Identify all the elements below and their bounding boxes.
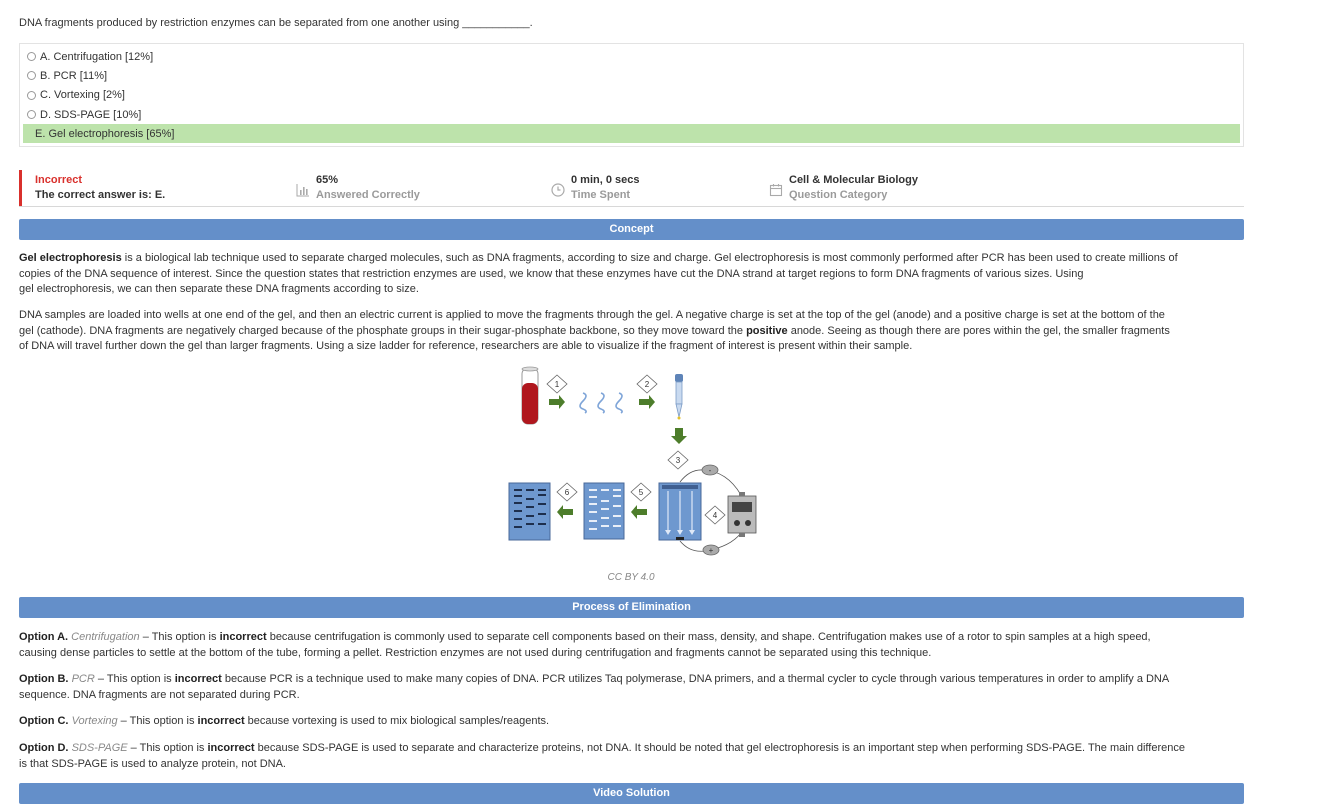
negative-electrode-icon [702, 465, 718, 475]
stat-value: Cell & Molecular Biology [789, 174, 918, 186]
arrow-left-icon [557, 505, 573, 519]
stat-label: Question Category [789, 189, 888, 201]
step-6-marker [557, 483, 577, 501]
option-a[interactable] [23, 47, 1240, 66]
radio-icon[interactable] [27, 91, 36, 100]
stat-value: 65% [316, 174, 339, 186]
stat-value: 0 min, 0 secs [571, 174, 640, 186]
text-line: because centrifugation is commonly used to separate cell components based on their mass, density, and shape. Centrifugation makes use of a rotor to spin samples at a high speed, [266, 631, 1151, 643]
option-label: A. Centrifugation [12%] [40, 50, 154, 63]
dna-fragments-icon [580, 393, 622, 413]
result-status: Incorrect [35, 174, 83, 186]
stat-time-spent [551, 174, 640, 201]
incorrect-indicator [19, 170, 22, 206]
elimination-header[interactable]: Process of Elimination [19, 597, 1244, 618]
svg-text:+: + [708, 546, 714, 555]
verdict: incorrect [174, 673, 222, 685]
text-line: because PCR is a technique used to make many copies of DNA. PCR utilizes Taq polymerase, DNA primers, and a thermal cycler to cycle through various temperatures in order to amplify a DNA [221, 673, 1170, 685]
svg-text:4: 4 [712, 511, 718, 520]
elimination-option-d [19, 741, 1244, 772]
step-2-marker [637, 375, 657, 393]
step-1-marker [547, 375, 567, 393]
radio-icon[interactable] [27, 52, 36, 61]
clock-icon [551, 183, 565, 197]
term-bold: positive [746, 324, 788, 337]
text-line: is a biological lab technique used to separate charged molecules, such as DNA fragments, according to size and charge. Gel electrophoresis is most commonly performed after PCR has been used to create millions of [121, 252, 1178, 264]
option-d[interactable] [23, 105, 1240, 124]
text-line: anode. Seeing as though there are pores within the gel, the smaller fragments [787, 324, 1170, 337]
test-tube-icon [522, 367, 538, 424]
result-summary [19, 170, 1244, 207]
figure-caption: CC BY 4.0 [607, 572, 655, 583]
text-line: sequence. DNA fragments are not separated during PCR. [19, 688, 300, 701]
text-line: because SDS-PAGE is used to separate and characterize proteins, not DNA. It should be noted that gel electrophoresis is an important step when performing SDS-PAGE. The main difference [254, 742, 1185, 754]
option-tag: Option D. [19, 742, 69, 754]
option-name: Vortexing [71, 715, 118, 727]
radio-icon[interactable] [27, 110, 36, 119]
text-line: – This option is [139, 631, 220, 643]
text-line: DNA samples are loaded into wells at one end of the gel, and then an electric current is applied to move the fragments through the gel. A negative charge is set at the top of the gel (anode) and a positive charge is set at the bottom of the [19, 309, 1165, 321]
elimination-option-b [19, 672, 1244, 703]
option-tag: Option C. [19, 715, 69, 727]
option-name: Centrifugation [71, 631, 140, 643]
elimination-option-c [19, 714, 1244, 730]
option-tag: Option B. [19, 673, 69, 685]
text-line: of DNA will travel further down the gel than larger fragments. Using a size ladder for reference, researchers are able to visualize if the fragment of interest is present within their sample. [19, 340, 913, 352]
pipette-icon [675, 374, 683, 420]
svg-text:1: 1 [554, 380, 560, 389]
text-line: is that SDS-PAGE is used to analyze protein, not DNA. [19, 757, 286, 770]
term-bold: Gel electrophoresis [19, 252, 122, 264]
text-line: copies of the DNA sequence of interest. Since the question states that restriction enzymes are used, we know that these enzymes have cut the DNA strand at target regions to form DNA fragments of various sizes. Using [19, 267, 1084, 280]
video-solution-header[interactable]: Video Solution [19, 783, 1244, 804]
verdict: incorrect [219, 631, 267, 643]
correct-answer-text: The correct answer is: E. [35, 189, 166, 201]
answer-options [19, 43, 1244, 147]
option-name: PCR [71, 673, 95, 685]
gel-box-icon [659, 483, 701, 540]
step-3-marker [668, 451, 688, 469]
option-label: B. PCR [11%] [40, 69, 108, 82]
option-tag: Option A. [19, 631, 69, 643]
option-e-correct[interactable] [23, 124, 1240, 143]
question-text: DNA fragments produced by restriction enzymes can be separated from one another using ___________. [19, 17, 533, 29]
option-b[interactable] [23, 66, 1240, 85]
text-line: gel (cathode). DNA fragments are negatively charged because of the phosphate groups in their sugar-phosphate backbone, so they move toward the [19, 324, 747, 337]
arrow-down-icon [671, 428, 687, 444]
text-line: – This option is [117, 715, 198, 727]
step-5-marker [631, 483, 651, 501]
verdict: incorrect [197, 715, 245, 727]
option-c[interactable] [23, 86, 1240, 105]
elimination-option-a [19, 630, 1244, 661]
arrow-right-icon [549, 395, 565, 409]
svg-text:2: 2 [644, 380, 650, 389]
svg-text:3: 3 [675, 456, 681, 465]
text-line: – This option is [94, 673, 175, 685]
text-line: gel electrophoresis, we can then separate these DNA fragments according to size. [19, 283, 419, 295]
verdict: incorrect [207, 742, 255, 754]
calendar-icon [769, 183, 783, 197]
concept-header[interactable]: Concept [19, 219, 1244, 240]
svg-text:6: 6 [564, 488, 570, 497]
gel-electrophoresis-diagram [505, 365, 760, 560]
stained-gel-icon [509, 483, 550, 540]
concept-paragraph-1 [19, 251, 1244, 298]
power-supply-icon [728, 492, 756, 537]
option-label: D. SDS-PAGE [10%] [40, 108, 142, 121]
option-name: SDS-PAGE [71, 742, 128, 754]
text-line: causing dense particles to settle at the bottom of the tube, forming a pellet. Restriction enzymes are not used during centrifugation and fragments cannot be separated using this technique. [19, 646, 932, 659]
stat-label: Answered Correctly [316, 189, 420, 201]
arrow-left-icon [631, 505, 647, 519]
gel-bands-icon [584, 483, 624, 539]
positive-electrode-icon [703, 545, 719, 555]
arrow-right-icon [639, 395, 655, 409]
bar-chart-icon [296, 183, 310, 197]
svg-text:5: 5 [638, 488, 644, 497]
concept-paragraph-2 [19, 308, 1244, 355]
text-line: because vortexing is used to mix biological samples/reagents. [244, 715, 550, 727]
step-4-marker [705, 506, 725, 524]
text-line: – This option is [127, 742, 208, 754]
option-label: E. Gel electrophoresis [65%] [35, 127, 175, 140]
stat-answered-correctly [296, 174, 420, 201]
radio-icon[interactable] [27, 71, 36, 80]
option-label: C. Vortexing [2%] [40, 89, 125, 102]
svg-text:-: - [708, 466, 712, 475]
stat-label: Time Spent [571, 189, 631, 201]
stat-question-category [769, 174, 918, 201]
